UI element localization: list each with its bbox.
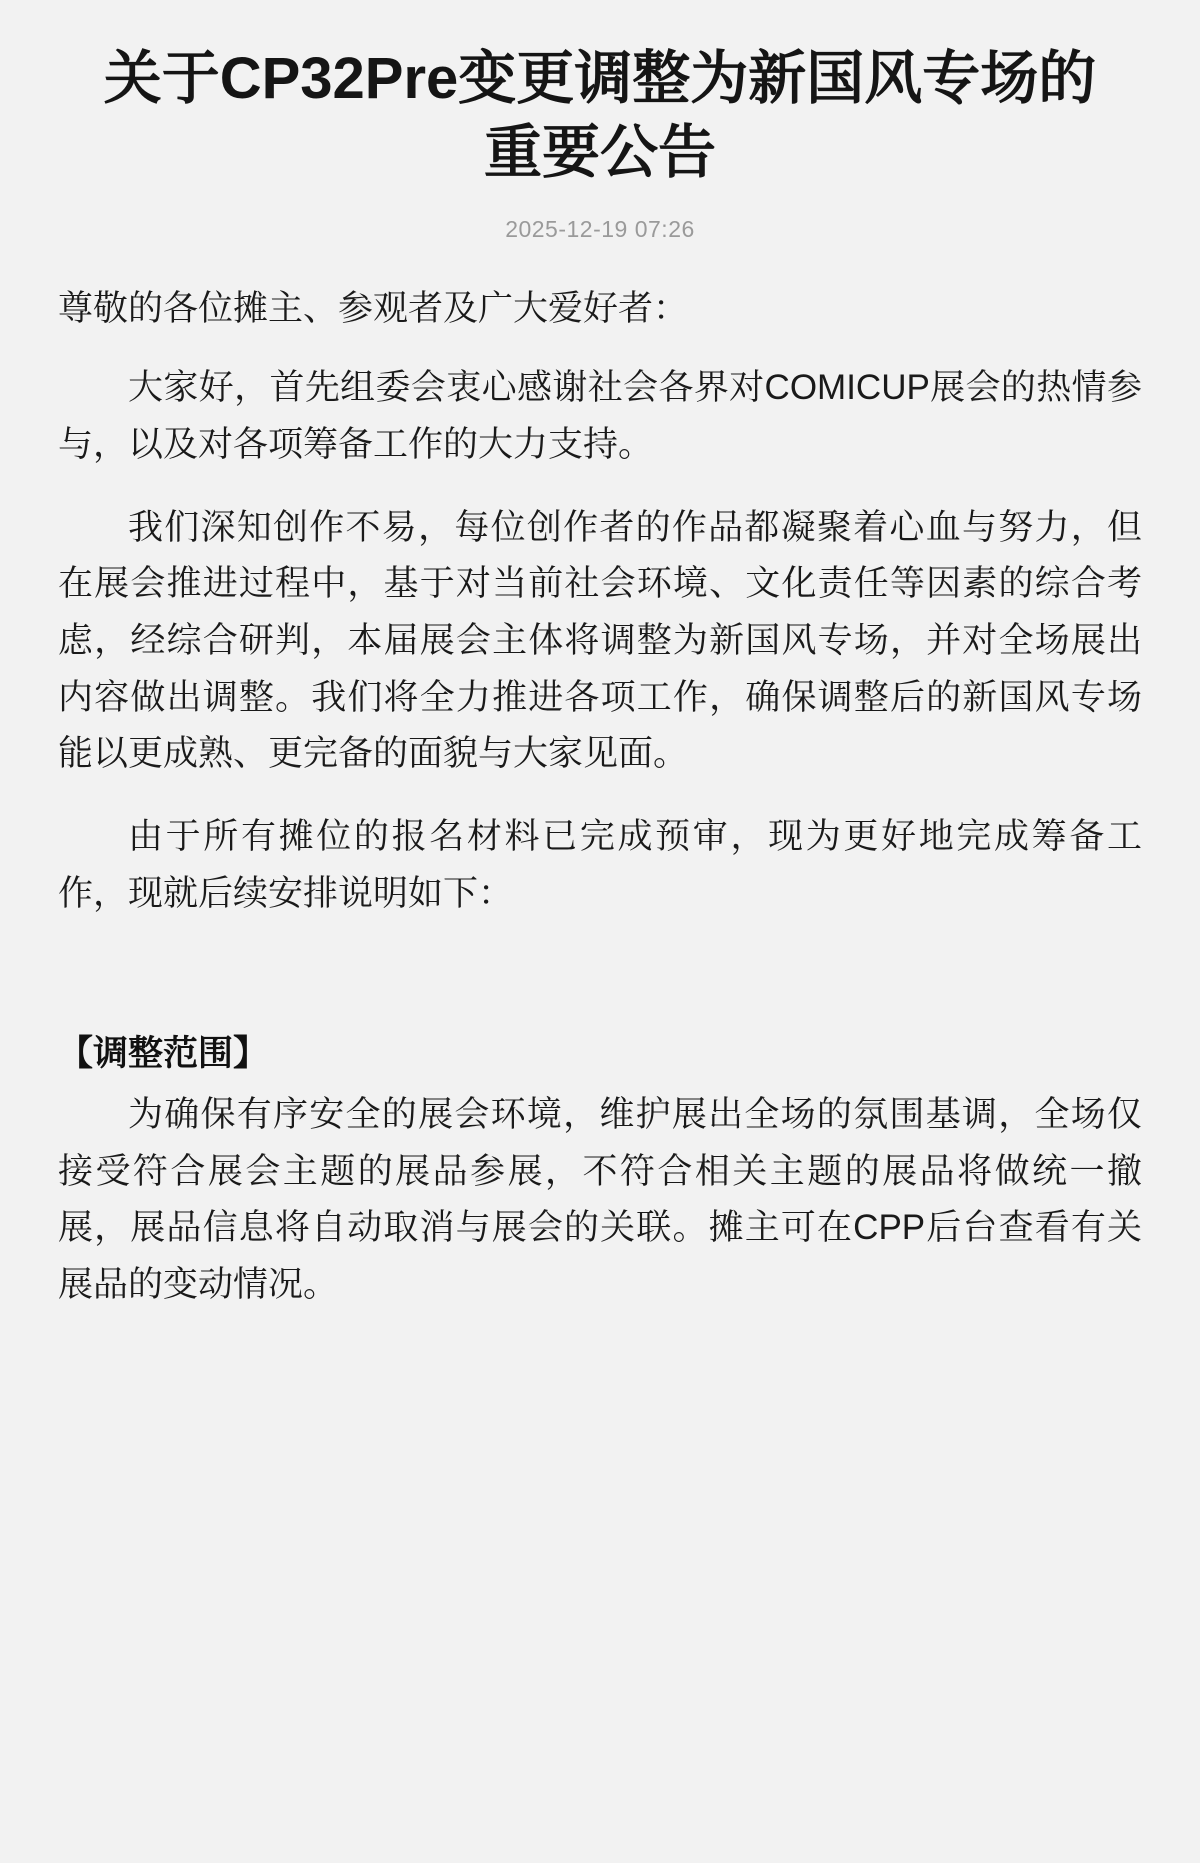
article-body <box>58 281 1142 1313</box>
section-body-adjustment-scope: 为确保有序安全的展会环境，维护展出全场的氛围基调，全场仅接受符合展会主题的展品参展，不符合相关主题的展品将做统一撤展，展品信息将自动取消与展会的关联。摊主可在CPP后台查看有关展品的变动情况。 <box>58 1095 1142 1305</box>
salutation-paragraph: 尊敬的各位摊主、参观者及广大爱好者： <box>58 289 689 329</box>
section-heading-adjustment-scope: 【调整范围】 <box>58 1034 269 1074</box>
paragraph-3: 由于所有摊位的报名材料已完成预审，现为更好地完成筹备工作，现就后续安排说明如下： <box>58 816 1142 913</box>
paragraph-2: 我们深知创作不易，每位创作者的作品都凝聚着心血与努力，但在展会推进过程中，基于对当前社会环境、文化责任等因素的综合考虑，经综合研判，本届展会主体将调整为新国风专场，并对全场展出内容做出调整。我们将全力推进各项工作，确保调整后的新国风专场能以更成熟、更完备的面貌与大家见面。 <box>58 507 1142 774</box>
section-spacer <box>58 948 1142 1026</box>
paragraph-1: 大家好，首先组委会衷心感谢社会各界对COMICUP展会的热情参与，以及对各项筹备工作的大力支持。 <box>58 368 1142 464</box>
page-title: 关于CP32Pre变更调整为新国风专场的重要公告 <box>103 46 1097 186</box>
publish-timestamp: 2025-12-19 07:26 <box>505 216 695 243</box>
